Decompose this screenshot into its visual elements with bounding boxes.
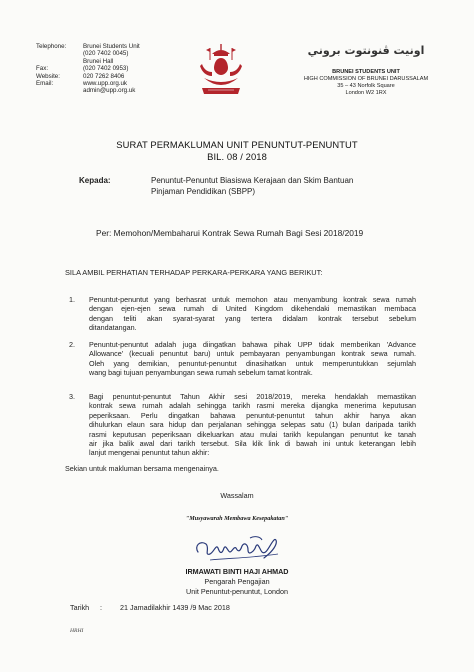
address-line: 35 – 43 Norfolk Square (337, 83, 395, 89)
item-line: Penuntut-penuntut yang berhasrat untuk memohon atau menyambung kontrak sewa rumah (89, 295, 416, 304)
reference-code: HRHI (70, 628, 84, 634)
recipient-line: Pinjaman Pendidikan (SBPP) (151, 186, 256, 196)
contact-value: (020 7402 0953) (83, 65, 129, 73)
item-number: 1. (69, 295, 75, 304)
signatory-name: IRMAWATI BINTI HAJI AHMAD (185, 567, 289, 576)
wassalam: Wassalam (220, 491, 254, 500)
item-line: ditandatangan. (89, 323, 137, 333)
commission-name: HIGH COMMISSION OF BRUNEI DARUSSALAM (303, 76, 429, 82)
item-line: Allowance' (kecuali penuntut baru) untuk pembayaran penyambungan kontrak sewa rumah. (89, 349, 416, 359)
contact-values (83, 43, 140, 95)
motto: "Musyawarah Membawa Kesepakatan" (185, 515, 289, 522)
contact-label: Email: (36, 79, 54, 87)
recipient-line: Penuntut-Penuntut Biasiswa Kerajaan dan Skim Bantuan (151, 176, 354, 185)
item-line: kontrak sewa rumah adalah sehingga tarikh rasmi mereka dijangka menerima keputusan (89, 401, 416, 411)
list-item (89, 295, 416, 333)
signatory-unit: Unit Penuntut-penuntut, London (186, 587, 288, 596)
item-number: 3. (69, 392, 75, 401)
item-line: Penuntut-penuntut adalah juga diingatkan bahawa pihak UPP tidak memberikan 'Advance (89, 340, 416, 349)
contact-value: (020 7402 0045) (83, 50, 129, 58)
item-line: peperiksaan. Perlu dingatkan bahawa penuntut-penuntut tahun akhir hanya akan (89, 410, 416, 420)
item-line: dengan ejen-ejen sewa rumah di United Kingdom dikehendaki memastikan membaca (89, 304, 416, 314)
letter-title: SURAT PERMAKLUMAN UNIT PENUNTUT-PENUNTUT (116, 139, 358, 150)
item-line: lanjut mengenai penuntut tahun akhir: (89, 448, 210, 458)
jawi-title: اونيت ڤنونتوت بروني (307, 44, 425, 57)
item-line: air jika balik awal dari tarikh tersebut. Sila klik link di bawah ini untuk keterangan lebih (89, 439, 416, 449)
item-line: wang bagi tujuan penyambungan sewa rumah sebelum tamat kontrak. (89, 368, 313, 378)
contact-label (36, 58, 66, 65)
list-item (89, 340, 416, 378)
kepada-label: Kepada: (79, 176, 111, 185)
item-line: Bagi penuntut-penuntut Tahun Akhir sesi 2018/2019, mereka hendaklah memastikan (89, 392, 416, 401)
contact-value: admin@upp.org.uk (83, 87, 136, 95)
date-label: Tarikh (70, 603, 90, 612)
item-line: dengan teliti akan syarat-syarat yang tertera didalam kontrak tersebut sebelum (89, 313, 416, 323)
address-line: London W2 1RX (345, 90, 387, 96)
brunei-emblem-icon (194, 42, 248, 98)
item-line: dihulurkan elaun sara hidup dan perjalanan sehingga selepas satu (1) bulan daripada tarikh (89, 420, 416, 430)
item-line: Oleh yang demikian, penuntut-penuntut dinasihatkan untuk memperuntukkan sejumlah (89, 358, 416, 368)
contact-value: Brunei Students Unit (83, 43, 140, 50)
contact-label: Telephone: (36, 43, 67, 50)
closing-line: Sekian untuk makluman bersama mengenainya. (65, 464, 219, 473)
contact-label: Website: (36, 72, 60, 80)
contact-label (36, 50, 66, 57)
subject-line: Per: Memohon/Membaharui Kontrak Sewa Rumah Bagi Sesi 2018/2019 (96, 228, 364, 238)
item-number: 2. (69, 340, 75, 349)
instruction-heading: SILA AMBIL PERHATIAN TERHADAP PERKARA-PERKARA YANG BERIKUT: (65, 268, 323, 277)
contact-label: Fax: (36, 65, 49, 73)
contact-value: 020 7262 8406 (83, 72, 125, 80)
letter-number: BIL. 08 / 2018 (207, 151, 267, 162)
contact-labels (36, 43, 66, 87)
date-separator: : (100, 603, 102, 612)
handwritten-signature (190, 530, 290, 566)
signatory-position: Pengarah Pengajian (204, 577, 270, 586)
date-value: 21 Jamadilakhir 1439 /9 Mac 2018 (120, 603, 230, 612)
list-item (89, 392, 416, 458)
address-block (282, 69, 450, 97)
contact-value: www.upp.org.uk (83, 79, 128, 87)
item-line: rasmi keputusan peperiksaan dikeluarkan atau mulai tarikh kepulangan penuntut ke tanah (89, 429, 416, 439)
contact-value: Brunei Hall (83, 57, 114, 65)
kepada-recipient (151, 176, 353, 197)
unit-name: BRUNEI STUDENTS UNIT (332, 69, 400, 75)
